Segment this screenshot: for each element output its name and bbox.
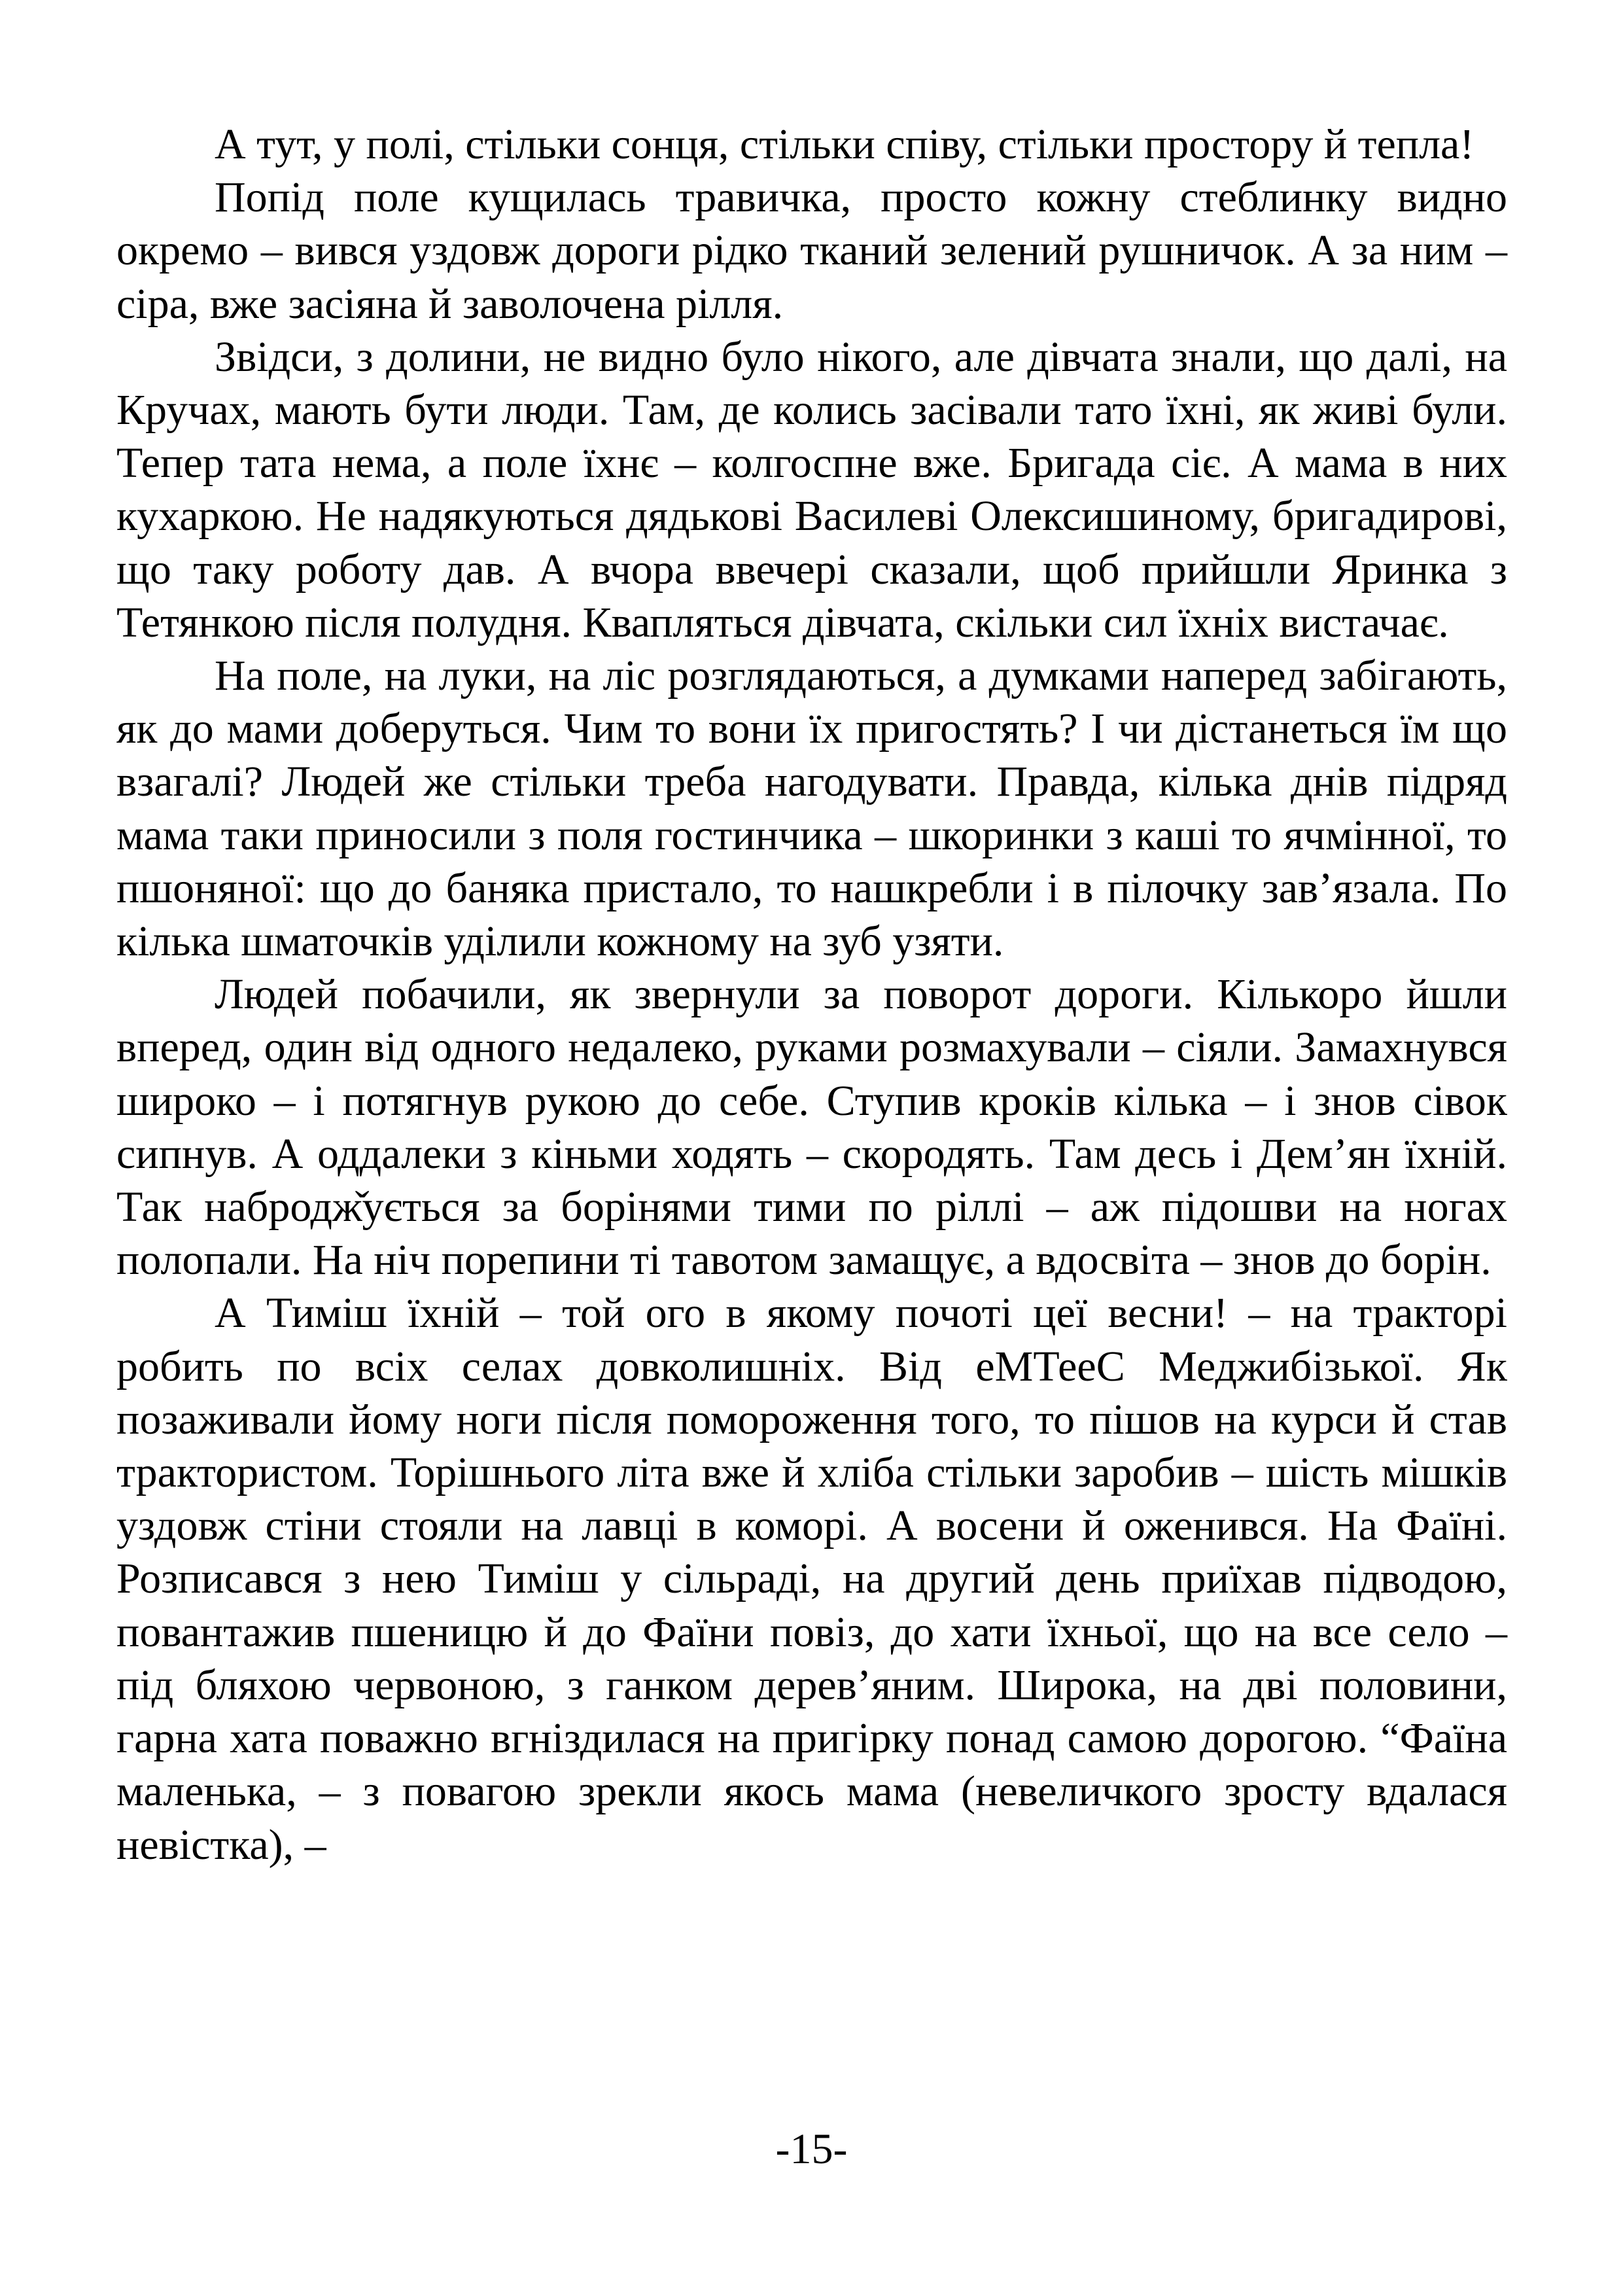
- page-body: [116, 118, 1507, 1871]
- paragraph-4: На поле, на луки, на ліс розглядаються, а думками наперед забігають, як до мами доберуться. Чим то вони їх пригостять? І чи дістанеться їм що взагалі? Людей же стільки треба нагодувати. Правда, кілька днів підряд мама таки приносили з поля гостинчика – шкоринки з каші то ячмінної, то пшоняної: що до баняка пристало, то нашкребли і в пілочку зав’язала. По кілька шматочків уділили кожному на зуб узяти.: [116, 652, 1507, 966]
- paragraph-5: Людей побачили, як звернули за поворот дороги. Кількоро йшли вперед, один від одного недалеко, руками розмахували – сіяли. Замахнувся широко – і потягнув рукою до себе. Ступив кроків кілька – і знов сівок сипнув. А оддалеки з кіньми ходять – скородять. Там десь і Дем’ян їхній. Так набродж̌ується за борінями тими по ріллі – аж підошви на ногах полопали. На ніч порепини ті тавотом замащує, а вдосвіта – знов до борін.: [116, 970, 1507, 1284]
- paragraph-1: А тут, у полі, стільки сонця, стільки співу, стільки простору й тепла!: [215, 120, 1475, 168]
- page-number: -15-: [775, 2125, 848, 2173]
- paragraph-6: А Тиміш їхній – той ого в якому почоті цеї весни! – на тракторі робить по всіх селах довколишніх. Від еМТееС Меджибізької. Як позаживали йому ноги після поморoження того, то пішов на курси й став трактористом. Торішнього літа вже й хліба стільки заробив – шість мішків уздовж стіни стояли на лавці в коморі. А восени й оженився. На Фаїні. Розписався з нею Тиміш у сільраді, на другий день приїхав підводою, повантажив пшеницю й до Фаїни повіз, до хати їхньої, що на все село – під бляхою червоною, з ганком дерев’яним. Широка, на дві половини, гарна хата поважно вгніздилася на пригірку понад самою дорогою. “Фаїна маленька, – з повагою зрекли якось мама (невеличкого зросту вдалася невістка), –: [116, 1289, 1507, 1869]
- paragraph-3: Звідси, з долини, не видно було нікого, але дівчата знали, що далі, на Кручах, мають бути люди. Там, де колись засівали тато їхні, як живі були. Тепер тата нема, а поле їхнє – колгоспне вже. Бригада сіє. А мама в них кухаркою. Не надякуються дядькові Василеві Олексишиному, бригадирові, що таку роботу дав. А вчора ввечері сказали, щоб прийшли Яринка з Тетянкою після полудня. Кваплятьcя дівчата, скільки сил їхніх вистачає.: [116, 332, 1507, 646]
- paragraph-2: Попід поле кущилась травичка, просто кожну стеблинку видно окремо – вився уздовж дороги рідко тканий зелений рушничок. А за ним – сіра, вже засіяна й заволочена рілля.: [116, 173, 1507, 328]
